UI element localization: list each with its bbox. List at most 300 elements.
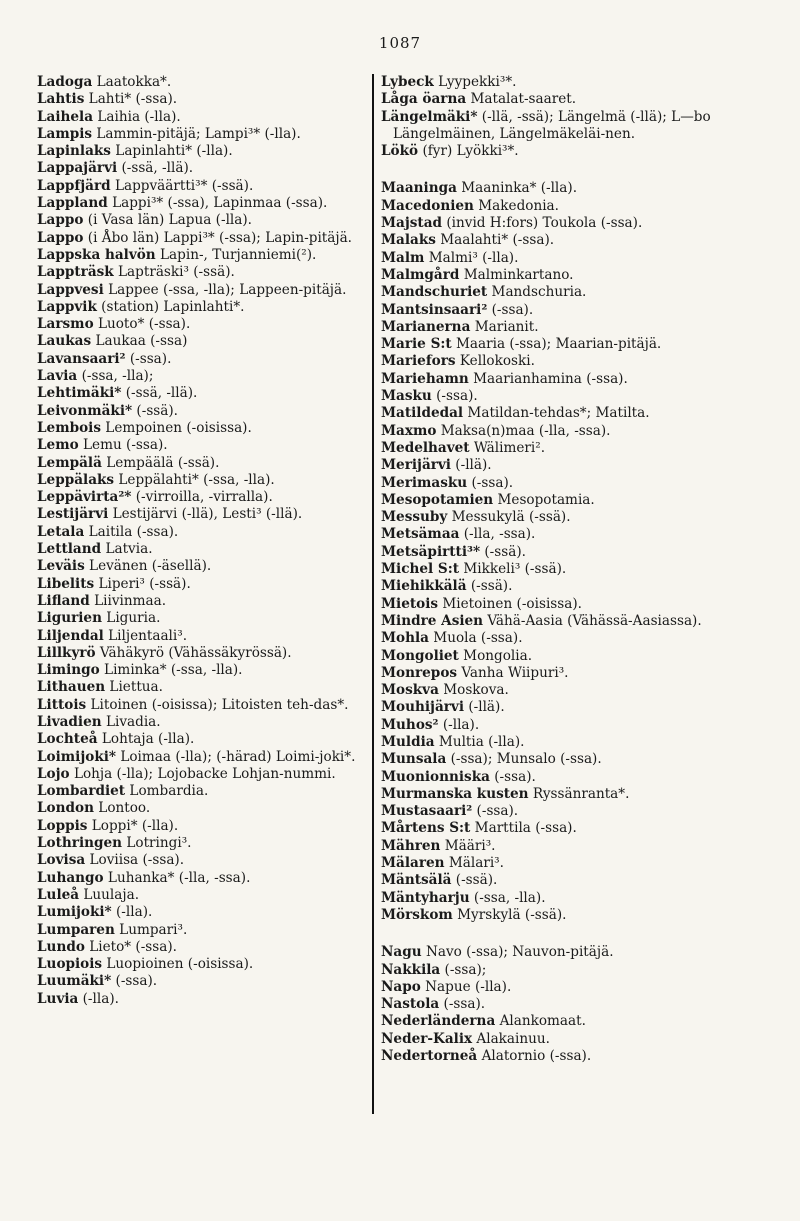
entry-headword: Masku bbox=[381, 388, 432, 405]
entry-headword: Maaninga bbox=[381, 180, 457, 197]
dictionary-entry bbox=[37, 610, 367, 627]
entry-headword: Luleå bbox=[37, 886, 80, 903]
dictionary-entry bbox=[381, 769, 711, 786]
entry-headword: Laihela bbox=[37, 108, 94, 125]
entry-headword: Medelhavet bbox=[381, 439, 470, 456]
entry-headword: Lothringen bbox=[37, 835, 123, 852]
entry-headword: Macedonien bbox=[381, 197, 474, 214]
dictionary-entry bbox=[37, 576, 367, 593]
entry-definition: (-llä). bbox=[450, 457, 492, 474]
dictionary-entry bbox=[37, 749, 367, 766]
entry-headword: Lojo bbox=[37, 765, 70, 782]
entry-definition: Laatokka*. bbox=[92, 74, 172, 90]
dictionary-entry bbox=[381, 682, 711, 699]
dictionary-entry bbox=[381, 734, 711, 751]
entry-headword: Lovisa bbox=[37, 852, 86, 869]
dictionary-entry bbox=[37, 109, 367, 126]
dictionary-entry bbox=[381, 509, 711, 526]
entry-headword: Luumäki* bbox=[37, 973, 112, 990]
entry-definition: (-ssä). bbox=[466, 578, 513, 595]
entry-definition: (-ssä, -llä). bbox=[117, 160, 194, 177]
entry-headword: Littois bbox=[37, 696, 87, 713]
dictionary-entry bbox=[381, 996, 711, 1013]
dictionary-entry bbox=[37, 835, 367, 852]
entry-definition: Maaninka* (-lla). bbox=[456, 180, 578, 197]
entry-headword: Lestijärvi bbox=[37, 506, 109, 523]
entry-definition: Maksa(n)maa (-lla, -ssa). bbox=[436, 422, 611, 439]
dictionary-entry bbox=[37, 178, 367, 195]
dictionary-entry bbox=[381, 371, 711, 388]
entry-headword: Muldia bbox=[381, 733, 435, 750]
dictionary-entry bbox=[381, 613, 711, 630]
dictionary-entry bbox=[37, 524, 367, 541]
entry-definition: Lestijärvi (-llä), Lesti³ (-llä). bbox=[108, 506, 303, 523]
entry-headword: Lappträsk bbox=[37, 264, 114, 281]
dictionary-entry bbox=[381, 838, 711, 855]
dictionary-entry bbox=[381, 215, 711, 232]
dictionary-entry bbox=[37, 506, 367, 523]
dictionary-entry bbox=[37, 368, 367, 385]
entry-headword: Miehikkälä bbox=[381, 578, 467, 595]
dictionary-entry bbox=[37, 351, 367, 368]
dictionary-entry bbox=[37, 662, 367, 679]
entry-headword: Messuby bbox=[381, 509, 448, 526]
entry-definition: Mikkeli³ (-ssä). bbox=[459, 561, 567, 578]
entry-definition: (-ssa); bbox=[440, 961, 487, 978]
entry-definition: (-ssa); Munsalo (-ssa). bbox=[446, 751, 602, 768]
entry-definition: Alakainuu. bbox=[472, 1030, 550, 1047]
entry-definition: Lempäälä (-ssä). bbox=[101, 454, 220, 471]
dictionary-entry bbox=[37, 593, 367, 610]
dictionary-entry bbox=[37, 74, 367, 91]
entry-definition: Lieto* (-ssa). bbox=[84, 938, 177, 955]
dictionary-entry bbox=[37, 385, 367, 402]
entry-headword: Luvia bbox=[37, 990, 79, 1007]
entry-headword: Leväis bbox=[37, 558, 85, 575]
dictionary-entry bbox=[381, 544, 711, 561]
entry-definition: Moskova. bbox=[438, 682, 509, 699]
dictionary-entry bbox=[381, 648, 711, 665]
entry-definition: Lappi³* (-ssa), Lapinmaa (-ssa). bbox=[107, 195, 328, 212]
entry-definition: Loimaa (-lla); (-härad) Loimi-joki*. bbox=[116, 748, 356, 765]
entry-headword: Muhos² bbox=[381, 716, 439, 733]
entry-definition: Lotringi³. bbox=[122, 835, 192, 852]
entry-definition: (-llä, -ssä); Längelmä (-llä); L—bo Längelmäinen, Längelmäkeläi-nen. bbox=[393, 108, 711, 142]
entry-headword: Lemo bbox=[37, 437, 79, 454]
entry-headword: Merijärvi bbox=[381, 457, 451, 474]
dictionary-entry bbox=[37, 922, 367, 939]
entry-headword: Lappvik bbox=[37, 298, 97, 315]
entry-headword: Mandschuriet bbox=[381, 284, 488, 301]
entry-headword: Neder-Kalix bbox=[381, 1030, 473, 1047]
dictionary-entry bbox=[37, 887, 367, 904]
dictionary-entry bbox=[37, 489, 367, 506]
entry-definition: Liminka* (-ssa, -lla). bbox=[99, 662, 243, 679]
dictionary-entry bbox=[381, 180, 711, 197]
entry-headword: Larsmo bbox=[37, 316, 94, 333]
entry-definition: (i Åbo län) Lappi³* (-ssa); Lapin-pitäjä. bbox=[83, 229, 352, 246]
entry-headword: Monrepos bbox=[381, 664, 458, 681]
dictionary-entry bbox=[37, 212, 367, 229]
entry-headword: Nederländerna bbox=[381, 1013, 496, 1030]
dictionary-entry bbox=[381, 1048, 711, 1065]
entry-definition: Lappväärtti³* (-ssä). bbox=[110, 177, 254, 194]
entry-headword: Mongoliet bbox=[381, 647, 459, 664]
dictionary-entry bbox=[37, 558, 367, 575]
dictionary-entry bbox=[381, 1031, 711, 1048]
entry-definition: Latvia. bbox=[101, 541, 153, 558]
entry-definition: Liguria. bbox=[101, 610, 161, 627]
entry-definition: Lombardia. bbox=[125, 783, 209, 800]
dictionary-entry bbox=[37, 766, 367, 783]
entry-headword: Livadien bbox=[37, 713, 102, 730]
entry-headword: Lembois bbox=[37, 419, 101, 436]
entry-headword: Lithauen bbox=[37, 679, 106, 696]
entry-definition: Lumpari³. bbox=[114, 921, 188, 938]
dictionary-entry bbox=[381, 907, 711, 924]
entry-definition: Vanha Wiipuri³. bbox=[457, 664, 569, 681]
entry-headword: Nastola bbox=[381, 996, 440, 1013]
dictionary-entry bbox=[37, 628, 367, 645]
dictionary-entry bbox=[37, 541, 367, 558]
entry-headword: Lillkyrö bbox=[37, 644, 96, 661]
dictionary-entry bbox=[381, 665, 711, 682]
dictionary-entry bbox=[37, 264, 367, 281]
entry-headword: Matildedal bbox=[381, 405, 464, 422]
entry-definition: Mietoinen (-oisissa). bbox=[438, 595, 582, 612]
entry-headword: Mäntsälä bbox=[381, 872, 452, 889]
entry-headword: Mohla bbox=[381, 630, 429, 647]
entry-headword: Munsala bbox=[381, 751, 447, 768]
entry-definition: Matalat-saaret. bbox=[466, 91, 577, 108]
entry-headword: Mariehamn bbox=[381, 370, 469, 387]
entry-definition: Mandschuria. bbox=[487, 284, 587, 301]
entry-headword: Lappo bbox=[37, 229, 84, 246]
entry-definition: Loppi* (-lla). bbox=[87, 817, 179, 834]
entry-headword: Luhango bbox=[37, 869, 104, 886]
entry-definition: Lohja (-lla); Lojobacke Lohjan-nummi. bbox=[69, 765, 336, 782]
entry-definition: (-ssä). bbox=[451, 872, 498, 889]
entry-headword: Lettland bbox=[37, 541, 102, 558]
dictionary-entry bbox=[381, 872, 711, 889]
entry-headword: Lappvesi bbox=[37, 281, 104, 298]
dictionary-entry bbox=[37, 731, 367, 748]
dictionary-entry bbox=[37, 939, 367, 956]
entry-definition: (-lla). bbox=[438, 716, 480, 733]
entry-headword: Napo bbox=[381, 978, 421, 995]
dictionary-entry bbox=[37, 316, 367, 333]
entry-headword: Lifland bbox=[37, 592, 90, 609]
dictionary-entry bbox=[37, 991, 367, 1008]
entry-headword: Mantsinsaari² bbox=[381, 301, 488, 318]
entry-headword: Lökö bbox=[381, 143, 419, 160]
entry-headword: Längelmäki* bbox=[381, 108, 478, 125]
entry-definition: (-ssä). bbox=[480, 543, 526, 560]
entry-definition: Alankomaat. bbox=[495, 1013, 586, 1030]
entry-definition: (-ssä). bbox=[132, 402, 179, 419]
dictionary-entry bbox=[37, 299, 367, 316]
entry-headword: Letala bbox=[37, 523, 85, 540]
entry-definition: Levänen (-äsellä). bbox=[84, 558, 212, 575]
entry-definition: (-ssa, -lla). bbox=[469, 889, 546, 906]
entry-definition: (-lla). bbox=[111, 904, 153, 921]
entry-headword: Luopiois bbox=[37, 956, 103, 973]
dictionary-entry bbox=[381, 91, 711, 108]
dictionary-entry bbox=[37, 783, 367, 800]
entry-headword: Lappfjärd bbox=[37, 177, 111, 194]
entry-definition: Lapin-, Turjanniemi(²). bbox=[155, 246, 317, 263]
entry-headword: London bbox=[37, 800, 94, 817]
dictionary-entry bbox=[381, 302, 711, 319]
dictionary-entry bbox=[381, 405, 711, 422]
dictionary-entry bbox=[381, 751, 711, 768]
right-column bbox=[381, 74, 711, 1065]
dictionary-entry bbox=[381, 353, 711, 370]
dictionary-entry bbox=[37, 645, 367, 662]
dictionary-entry bbox=[37, 143, 367, 160]
page-number: 1087 bbox=[378, 34, 422, 52]
entry-definition: Lappee (-ssa, -lla); Lappeen-pitäjä. bbox=[103, 281, 347, 298]
entry-definition: Marttila (-ssa). bbox=[470, 820, 577, 837]
entry-definition: (-lla). bbox=[78, 990, 119, 1007]
dictionary-entry bbox=[381, 803, 711, 820]
dictionary-entry bbox=[381, 232, 711, 249]
entry-headword: Mörskom bbox=[381, 906, 453, 923]
dictionary-entry bbox=[381, 319, 711, 336]
entry-headword: Ligurien bbox=[37, 610, 102, 627]
entry-headword: Metsämaa bbox=[381, 526, 460, 543]
entry-definition: Wälimeri². bbox=[469, 439, 546, 456]
entry-definition: Vähäkyrö (Vähässäkyrössä). bbox=[95, 644, 292, 661]
entry-headword: Merimasku bbox=[381, 474, 468, 491]
entry-definition: Messukylä (-ssä). bbox=[447, 509, 571, 526]
dictionary-entry bbox=[381, 979, 711, 996]
entry-definition: Lapinlahti* (-lla). bbox=[110, 143, 233, 160]
dictionary-entry bbox=[37, 126, 367, 143]
entry-definition: Lempoinen (-oisissa). bbox=[100, 419, 252, 436]
entry-headword: Mähren bbox=[381, 837, 441, 854]
entry-headword: Leppävirta²* bbox=[37, 489, 132, 506]
entry-definition: Mesopotamia. bbox=[493, 491, 595, 508]
entry-headword: Michel S:t bbox=[381, 561, 460, 578]
entry-definition: Maalahti* (-ssa). bbox=[435, 232, 555, 249]
entry-definition: Liljentaali³. bbox=[103, 627, 188, 644]
entry-headword: Lappajärvi bbox=[37, 160, 118, 177]
entry-headword: Lundo bbox=[37, 938, 85, 955]
entry-headword: Limingo bbox=[37, 662, 100, 679]
entry-definition: Luopioinen (-oisissa). bbox=[102, 956, 254, 973]
entry-headword: Mårtens S:t bbox=[381, 820, 471, 837]
dictionary-entry bbox=[381, 388, 711, 405]
dictionary-entry bbox=[381, 475, 711, 492]
dictionary-entry bbox=[37, 247, 367, 264]
entry-definition: Lammin-pitäjä; Lampi³* (-lla). bbox=[92, 125, 301, 142]
entry-headword: Nagu bbox=[381, 944, 422, 961]
dictionary-entry bbox=[381, 457, 711, 474]
entry-definition: Lahti* (-ssa). bbox=[84, 91, 178, 108]
entry-headword: Mindre Asien bbox=[381, 612, 484, 629]
entry-definition: (i Vasa län) Lapua (-lla). bbox=[83, 212, 252, 229]
entry-definition: Loviisa (-ssa). bbox=[85, 852, 185, 869]
entry-headword: Lahtis bbox=[37, 91, 85, 108]
entry-definition: Luulaja. bbox=[79, 886, 140, 903]
entry-definition: (-ssa). bbox=[439, 996, 486, 1013]
dictionary-entry bbox=[381, 890, 711, 907]
entry-headword: Maxmo bbox=[381, 422, 437, 439]
dictionary-entry bbox=[381, 962, 711, 979]
entry-definition: Luhanka* (-lla, -ssa). bbox=[103, 869, 251, 886]
entry-definition: Lyypekki³*. bbox=[433, 74, 517, 90]
entry-headword: Mäntyharju bbox=[381, 889, 470, 906]
dictionary-entry bbox=[37, 973, 367, 990]
entry-definition: Lemu (-ssa). bbox=[78, 437, 168, 454]
dictionary-entry bbox=[37, 714, 367, 731]
entry-definition: Marianit. bbox=[470, 318, 539, 335]
entry-definition: (-ssa, -lla); bbox=[77, 368, 154, 385]
dictionary-entry bbox=[381, 786, 711, 803]
entry-definition: (-ssa). bbox=[431, 388, 478, 405]
entry-definition: (fyr) Lyökki³*. bbox=[418, 143, 519, 160]
entry-headword: Majstad bbox=[381, 215, 443, 232]
entry-definition: Liivinmaa. bbox=[89, 592, 167, 609]
entry-definition: Litoinen (-oisissa); Litoisten teh-das*. bbox=[86, 696, 349, 713]
entry-definition: Maarianhamina (-ssa). bbox=[468, 370, 628, 387]
entry-definition: (station) Lapinlahti*. bbox=[96, 298, 245, 315]
entry-headword: Marie S:t bbox=[381, 336, 452, 353]
entry-headword: Laukas bbox=[37, 333, 92, 350]
entry-headword: Marianerna bbox=[381, 318, 471, 335]
entry-headword: Lavansaari² bbox=[37, 350, 126, 367]
entry-definition: Lontoo. bbox=[93, 800, 151, 817]
entry-headword: Mesopotamien bbox=[381, 491, 494, 508]
entry-headword: Malm bbox=[381, 249, 425, 266]
entry-headword: Lombardiet bbox=[37, 783, 126, 800]
entry-definition: (-lla, -ssa). bbox=[459, 526, 536, 543]
entry-headword: Lumparen bbox=[37, 921, 115, 938]
entry-headword: Loppis bbox=[37, 817, 88, 834]
entry-definition: Myrskylä (-ssä). bbox=[452, 906, 567, 923]
entry-definition: Liettua. bbox=[105, 679, 163, 696]
dictionary-entry bbox=[37, 956, 367, 973]
dictionary-entry bbox=[37, 870, 367, 887]
entry-headword: Metsäpirtti³* bbox=[381, 543, 481, 560]
dictionary-entry bbox=[381, 143, 711, 160]
dictionary-entry bbox=[37, 818, 367, 835]
entry-headword: Lapinlaks bbox=[37, 143, 111, 160]
entry-headword: Malaks bbox=[381, 232, 436, 249]
dictionary-entry bbox=[381, 440, 711, 457]
dictionary-entry bbox=[37, 852, 367, 869]
entry-definition: Lohtaja (-lla). bbox=[97, 731, 195, 748]
entry-definition: Napue (-lla). bbox=[420, 978, 512, 995]
entry-headword: Lavia bbox=[37, 368, 78, 385]
entry-definition: Laihia (-lla). bbox=[93, 108, 181, 125]
entry-headword: Lappska halvön bbox=[37, 246, 156, 263]
dictionary-entry bbox=[381, 820, 711, 837]
section-gap bbox=[381, 160, 711, 180]
dictionary-entry bbox=[381, 74, 711, 91]
entry-headword: Leppälaks bbox=[37, 471, 115, 488]
dictionary-entry bbox=[37, 697, 367, 714]
dictionary-entry bbox=[37, 282, 367, 299]
dictionary-entry bbox=[37, 403, 367, 420]
entry-definition: Alatornio (-ssa). bbox=[477, 1048, 592, 1065]
entry-definition: (-ssa). bbox=[467, 474, 514, 491]
entry-definition: Ryssänranta*. bbox=[528, 785, 630, 802]
entry-headword: Libelits bbox=[37, 575, 95, 592]
entry-headword: Lumijoki* bbox=[37, 904, 112, 921]
dictionary-entry bbox=[381, 699, 711, 716]
entry-headword: Låga öarna bbox=[381, 91, 467, 108]
entry-definition: Multia (-lla). bbox=[434, 733, 525, 750]
entry-headword: Nakkila bbox=[381, 961, 441, 978]
entry-definition: Maaria (-ssa); Maarian-pitäjä. bbox=[451, 336, 662, 353]
entry-definition: Navo (-ssa); Nauvon-pitäjä. bbox=[421, 944, 614, 961]
dictionary-entry bbox=[37, 800, 367, 817]
entry-definition: (-ssa). bbox=[489, 768, 536, 785]
dictionary-entry bbox=[37, 904, 367, 921]
entry-definition: Lapträski³ (-ssä). bbox=[113, 264, 235, 281]
entry-headword: Mietois bbox=[381, 595, 439, 612]
entry-headword: Mouhijärvi bbox=[381, 699, 464, 716]
dictionary-entry bbox=[381, 1013, 711, 1030]
dictionary-entry bbox=[381, 423, 711, 440]
entry-definition: Määri³. bbox=[440, 837, 496, 854]
dictionary-entry bbox=[381, 336, 711, 353]
left-column bbox=[37, 74, 367, 1008]
dictionary-entry bbox=[37, 420, 367, 437]
dictionary-entry bbox=[37, 455, 367, 472]
entry-definition: Vähä-Aasia (Vähässä-Aasiassa). bbox=[483, 612, 702, 629]
entry-definition: (-virroilla, -virralla). bbox=[131, 489, 273, 506]
dictionary-entry bbox=[381, 596, 711, 613]
entry-definition: Leppälahti* (-ssa, -lla). bbox=[114, 471, 275, 488]
dictionary-entry bbox=[381, 284, 711, 301]
entry-headword: Lochteå bbox=[37, 731, 98, 748]
entry-headword: Nedertorneå bbox=[381, 1048, 478, 1065]
entry-definition: Kellokoski. bbox=[455, 353, 535, 370]
dictionary-entry bbox=[37, 333, 367, 350]
dictionary-entry bbox=[381, 561, 711, 578]
entry-headword: Moskva bbox=[381, 682, 439, 699]
dictionary-entry bbox=[381, 526, 711, 543]
entry-headword: Liljendal bbox=[37, 627, 104, 644]
entry-definition: Laukaa (-ssa) bbox=[91, 333, 188, 350]
dictionary-entry bbox=[381, 717, 711, 734]
dictionary-entry bbox=[37, 472, 367, 489]
dictionary-entry bbox=[381, 109, 711, 144]
entry-definition: Matildan-tehdas*; Matilta. bbox=[463, 405, 650, 422]
entry-headword: Murmanska kusten bbox=[381, 785, 529, 802]
section-gap bbox=[381, 924, 711, 944]
column-divider bbox=[372, 74, 374, 1114]
entry-definition: (-ssa). bbox=[472, 803, 519, 820]
dictionary-entry bbox=[381, 855, 711, 872]
entry-definition: (invid H:fors) Toukola (-ssa). bbox=[442, 215, 643, 232]
entry-headword: Ladoga bbox=[37, 74, 93, 90]
dictionary-entry bbox=[37, 91, 367, 108]
entry-definition: (-ssä, -llä). bbox=[121, 385, 198, 402]
entry-headword: Lempälä bbox=[37, 454, 102, 471]
dictionary-entry bbox=[381, 944, 711, 961]
dictionary-entry bbox=[37, 230, 367, 247]
entry-definition: Laitila (-ssa). bbox=[84, 523, 179, 540]
entry-definition: Luoto* (-ssa). bbox=[93, 316, 191, 333]
dictionary-entry bbox=[381, 578, 711, 595]
dictionary-entry bbox=[381, 492, 711, 509]
entry-headword: Malmgård bbox=[381, 266, 460, 283]
entry-definition: Makedonia. bbox=[473, 197, 559, 214]
